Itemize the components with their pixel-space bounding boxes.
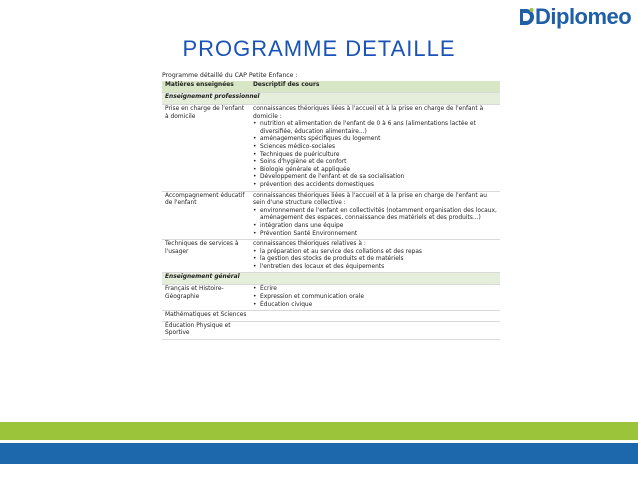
list-item: • l'entretien des locaux et des équipements — [253, 264, 497, 272]
list-item: • intégration dans une équipe — [253, 223, 497, 231]
table-caption: Programme détaillé du CAP Petite Enfance : — [162, 72, 298, 79]
description-cell — [250, 191, 500, 240]
description-list — [253, 286, 497, 309]
list-item: • nutrition et alimentation de l'enfant de 0 à 6 ans (alimentations lactée et diversifiée, éducation alimentaire...) — [253, 121, 497, 136]
list-item: • Sciences médico-sociales — [253, 144, 497, 152]
program-table-body — [162, 81, 500, 340]
list-item: • Écrire — [253, 286, 497, 294]
table-row — [162, 321, 500, 339]
description-list — [253, 208, 497, 238]
description-list — [253, 121, 497, 189]
description-cell — [250, 321, 500, 339]
section-row — [162, 273, 500, 285]
page-title: PROGRAMME DETAILLE — [182, 36, 456, 61]
description-intro: connaissances théoriques relatives à : — [253, 241, 366, 248]
subject-cell: Accompagnement éducatif de l'enfant — [162, 191, 250, 240]
column-header-subjects: Matières enseignées — [162, 81, 250, 93]
list-item: • Éducation civique — [253, 302, 497, 310]
list-item: • aménagements spécifiques du logement — [253, 136, 497, 144]
list-item: • environnement de l'enfant en collectivités (notamment organisation des locaux, aménagement des espaces, connaissance des matériels et des produits...) — [253, 208, 497, 223]
subject-cell: Techniques de services à l'usager — [162, 240, 250, 273]
column-header-description: Descriptif des cours — [250, 81, 500, 93]
table-row — [162, 285, 500, 311]
list-item: • prévention des accidents domestiques — [253, 182, 497, 190]
brand-name: Diplomeo — [535, 4, 632, 29]
list-item: • Expression et communication orale — [253, 294, 497, 302]
program-document — [162, 71, 500, 340]
table-row — [162, 240, 500, 273]
footer-band-green — [0, 422, 638, 440]
subject-cell: Éducation Physique et Sportive — [162, 321, 250, 339]
subject-cell: Français et Histoire-Géographie — [162, 285, 250, 311]
subject-cell: Mathématiques et Sciences — [162, 311, 250, 322]
subject-cell: Prise en charge de l'enfant à domicile — [162, 105, 250, 192]
table-header-row — [162, 81, 500, 93]
list-item: • la préparation et au service des collations et des repas — [253, 249, 497, 257]
list-item: • Prévention Santé Environnement — [253, 231, 497, 239]
description-cell — [250, 285, 500, 311]
list-item: • Biologie générale et appliquée — [253, 167, 497, 175]
section-label: Enseignement professionnel — [162, 93, 500, 105]
description-list — [253, 249, 497, 272]
list-item: • Techniques de puériculture — [253, 152, 497, 160]
program-table — [162, 81, 500, 340]
list-item: • Développement de l'enfant et de sa socialisation — [253, 174, 497, 182]
list-item: • Soins d'hygiène et de confort — [253, 159, 497, 167]
table-row — [162, 105, 500, 192]
table-row — [162, 311, 500, 322]
description-cell — [250, 105, 500, 192]
description-intro: connaissances théoriques liées à l'accueil et à la prise en charge de l'enfant à domicile : — [253, 106, 484, 120]
list-item: • la gestion des stocks de produits et de matériels — [253, 256, 497, 264]
diplomeo-logo-icon — [518, 7, 534, 27]
description-cell — [250, 311, 500, 322]
section-row — [162, 93, 500, 105]
description-intro: connaissances théoriques liées à l'accueil et à la prise en charge de l'enfant au sein d'une structure collective : — [253, 192, 487, 207]
footer-band-blue — [0, 443, 638, 464]
description-cell — [250, 240, 500, 273]
brand-logo — [518, 4, 631, 30]
section-label: Enseignement général — [162, 273, 500, 285]
table-row — [162, 191, 500, 240]
